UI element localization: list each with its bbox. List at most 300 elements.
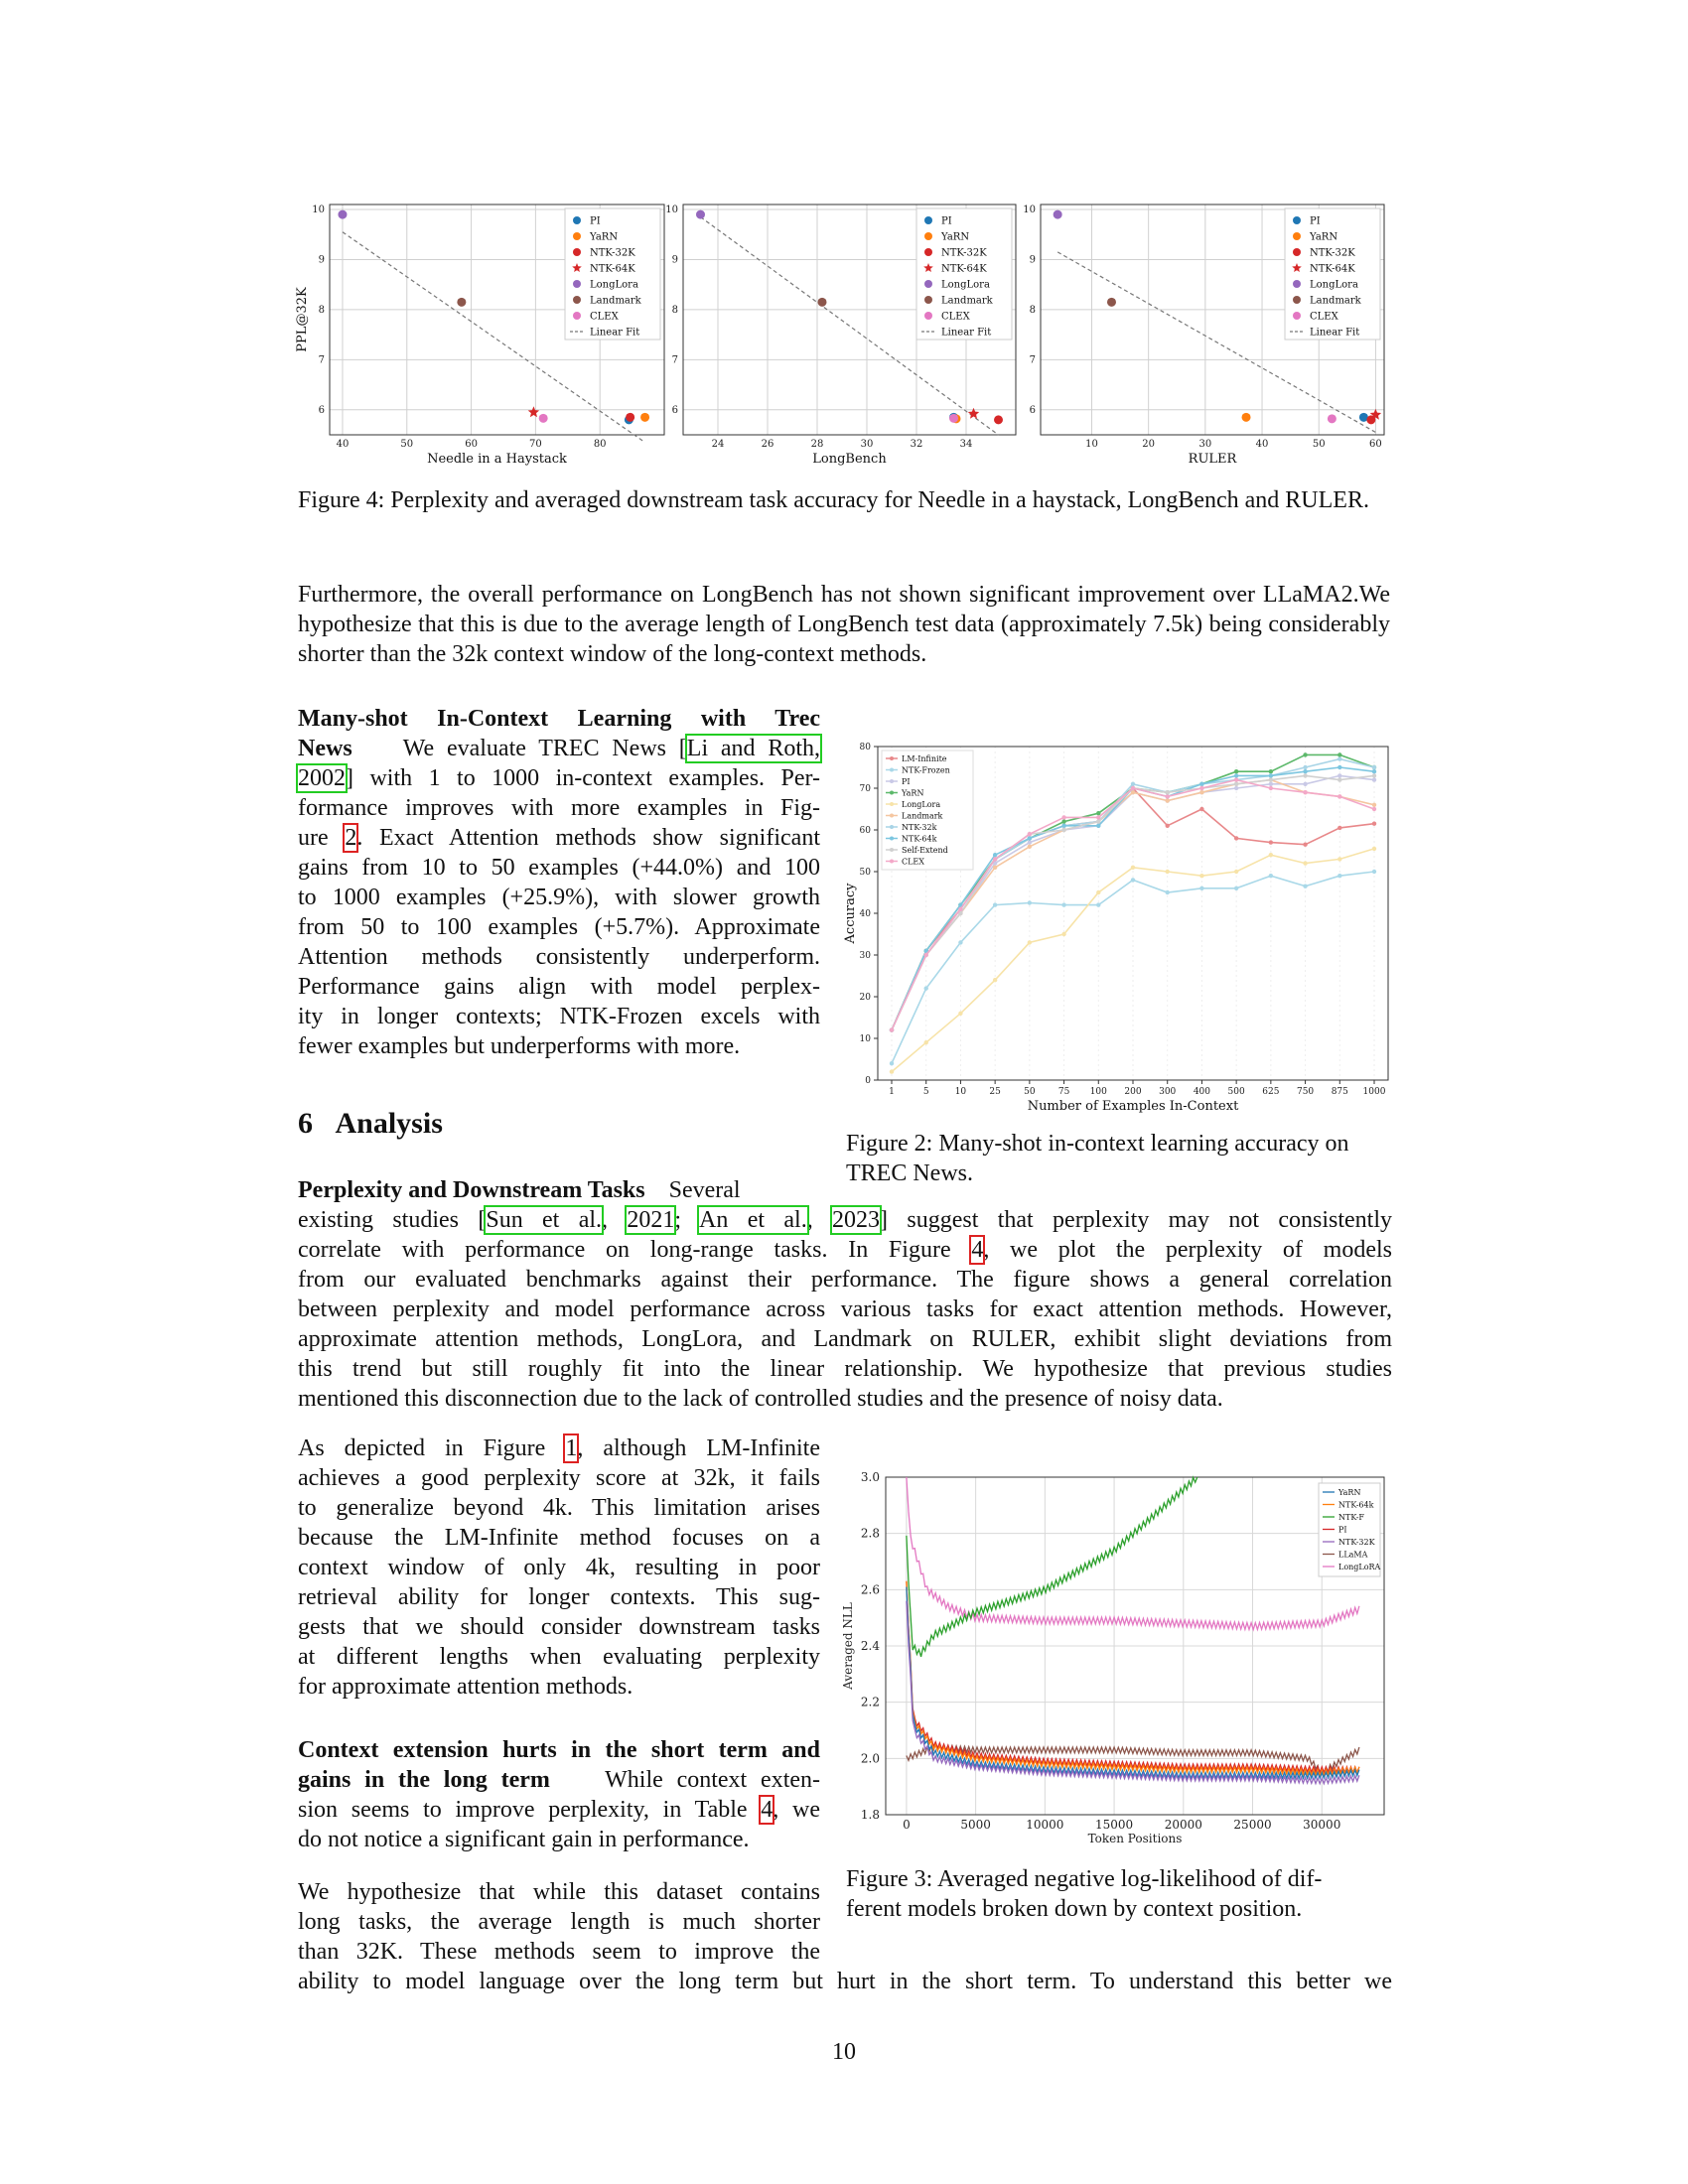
y-tick-label: 50: [859, 868, 871, 878]
legend-swatch: [573, 248, 581, 256]
x-tick-label: 50: [1312, 439, 1326, 450]
x-tick-label: 34: [959, 439, 973, 450]
y-tick-label: 80: [859, 743, 871, 752]
series-point: [1372, 773, 1376, 777]
legend-label: YaRN: [902, 788, 924, 798]
context-extension-paragraph: [298, 1735, 820, 1854]
data-point-landmark: [818, 298, 827, 307]
y-tick-label: 2.4: [860, 1639, 880, 1653]
legend-label: NTK-32K: [1310, 247, 1355, 259]
legend-swatch: [924, 232, 932, 240]
series-point: [924, 986, 928, 990]
legend-label: Linear Fit: [941, 327, 992, 339]
legend-label: PI: [941, 215, 952, 227]
legend-swatch-marker: [890, 837, 894, 841]
y-tick-label: 40: [859, 909, 871, 919]
series-point: [1372, 847, 1376, 851]
y-tick-label: 70: [859, 784, 871, 794]
data-point-yarn: [640, 413, 649, 422]
trec-paragraph: [298, 704, 820, 1061]
legend-swatch: [1293, 232, 1301, 240]
legend-label: NTK-32K: [590, 247, 635, 259]
trec-text: ] with 1 to 1000 in-context examples. Per-: [346, 765, 820, 791]
legend-label: CLEX: [902, 857, 924, 867]
legend-label: PI: [902, 777, 911, 786]
legend-swatch: [1293, 248, 1301, 256]
series-point: [1096, 824, 1100, 828]
lminf-line: gests that we should consider downstream tasks: [298, 1614, 820, 1640]
y-tick-label: 2.0: [860, 1751, 880, 1766]
hyp-line: We hypothesize that while this dataset contains: [298, 1879, 820, 1905]
series-point: [1372, 803, 1376, 807]
paragraph-longbench: Furthermore, the overall performance on LongBench has not shown significant improvement over LLaMA2.We hypothesize that this is due to the average length of LongBench test data (approximately 7.5k) being considerably shorter than the 32k context window of the long-context methods.: [298, 582, 1390, 667]
y-tick-label: 30: [859, 951, 871, 961]
x-tick-label: 20: [1142, 439, 1156, 450]
series-line-longlora: [907, 1477, 1359, 1630]
series-point: [1337, 857, 1341, 861]
figure-3: [840, 1469, 1396, 1846]
legend-swatch: [573, 216, 581, 224]
perp-line: mentioned this disconnection due to the lack of controlled studies and the presence of noisy data.: [298, 1386, 1223, 1412]
citation-an-year[interactable]: 2023: [832, 1207, 881, 1233]
legend-label: PI: [1310, 215, 1321, 227]
legend-label: NTK-Frozen: [902, 765, 950, 775]
series-point: [1199, 782, 1203, 786]
lm-infinite-paragraph: [298, 1433, 820, 1702]
y-tick-label: 8: [1029, 304, 1036, 316]
trec-text: We evaluate TREC News [: [402, 736, 687, 761]
y-tick-label: 2.8: [860, 1526, 880, 1541]
series-point: [1337, 826, 1341, 830]
hyp-line: long tasks, the average length is much shorter: [298, 1909, 820, 1935]
series-point: [1096, 815, 1100, 819]
trec-text: Performance gains align with model perplex-: [298, 974, 820, 1000]
legend-swatch: [924, 280, 932, 288]
series-point: [1372, 777, 1376, 781]
trec-text: gains from 10 to 50 examples (+44.0%) and 100: [298, 855, 820, 881]
legend-swatch: [1293, 296, 1301, 304]
section-heading: [298, 1107, 443, 1141]
legend-swatch: [573, 312, 581, 320]
series-line-ntk-f: [907, 1477, 1197, 1657]
series-point: [1199, 807, 1203, 811]
series-point: [1199, 786, 1203, 790]
perp-line: between perplexity and model performance across various tasks for exact attention methods. However,: [298, 1297, 1392, 1322]
perp-text: ] suggest that perplexity may not consistently: [880, 1207, 1393, 1233]
legend-label: PI: [590, 215, 601, 227]
x-tick-label: 32: [910, 439, 923, 450]
y-tick-label: 6: [671, 404, 678, 416]
x-tick-label: 100: [1089, 1087, 1107, 1097]
lminf-line: achieves a good perplexity score at 32k, it fails: [298, 1465, 820, 1491]
legend-swatch: [1293, 280, 1301, 288]
legend-swatch-marker: [890, 756, 894, 760]
legend-label: CLEX: [1310, 311, 1338, 323]
series-point: [1269, 840, 1273, 844]
legend-label: Linear Fit: [590, 327, 640, 339]
x-axis-label: Token Positions: [1087, 1832, 1183, 1845]
legend-label: LM-Infinite: [902, 754, 947, 763]
section-title: Analysis: [335, 1107, 443, 1140]
lminf-line: to generalize beyond 4k. This limitation arises: [298, 1495, 820, 1521]
y-tick-label: 9: [1029, 254, 1036, 266]
legend-swatch-marker: [890, 825, 894, 829]
x-tick-label: 25: [989, 1087, 1001, 1097]
x-tick-label: 75: [1057, 1087, 1070, 1097]
series-point: [924, 953, 928, 957]
y-tick-label: 10: [665, 205, 678, 216]
series-point: [1372, 822, 1376, 826]
series-point: [1372, 870, 1376, 874]
series-point: [1303, 769, 1307, 773]
citation-sun[interactable]: Sun et al.: [486, 1207, 603, 1233]
series-point: [1166, 790, 1170, 794]
legend-label: PI: [1338, 1525, 1347, 1535]
x-tick-label: 10000: [1026, 1818, 1064, 1832]
citation-sun-year[interactable]: 2021: [627, 1207, 675, 1233]
y-tick-label: 10: [1023, 205, 1036, 216]
y-tick-label: 8: [671, 304, 678, 316]
data-point-longlora: [1054, 210, 1062, 219]
x-tick-label: 30: [860, 439, 874, 450]
series-point: [1372, 765, 1376, 769]
x-tick-label: 50: [1024, 1087, 1036, 1097]
trec-text: fewer examples but underperforms with more.: [298, 1033, 741, 1059]
perplexity-heading: Perplexity and Downstream Tasks: [298, 1177, 645, 1203]
legend-label: Landmark: [1310, 295, 1361, 307]
x-tick-label: 875: [1331, 1087, 1348, 1097]
y-tick-label: 2.6: [860, 1582, 880, 1597]
series-point: [1199, 874, 1203, 878]
y-tick-label: 6: [1029, 404, 1036, 416]
legend-swatch-marker: [890, 814, 894, 818]
series-point: [1303, 752, 1307, 756]
series-point: [1337, 794, 1341, 798]
legend-swatch-marker: [890, 779, 894, 783]
y-tick-label: 8: [318, 304, 325, 316]
series-point: [1337, 874, 1341, 878]
series-point: [993, 978, 997, 982]
series-line-pi: [907, 1581, 1359, 1773]
legend-label: YaRN: [590, 231, 619, 243]
legend-label: Linear Fit: [1310, 327, 1360, 339]
series-point: [1199, 790, 1203, 794]
x-tick-label: 0: [903, 1818, 911, 1832]
x-tick-label: 5: [922, 1087, 929, 1097]
series-point: [1166, 794, 1170, 798]
series-point: [958, 940, 962, 944]
x-axis-label: Number of Examples In-Context: [1027, 1099, 1239, 1114]
figure-2-caption: Figure 2: Many-shot in-context learning accuracy on TREC News.: [846, 1131, 1349, 1186]
legend-label: LongLora: [941, 279, 990, 291]
series-point: [1028, 832, 1032, 836]
figure-1-reference[interactable]: 1: [565, 1435, 578, 1461]
series-point: [1131, 782, 1135, 786]
data-point-yarn: [1242, 413, 1251, 422]
trec-text: . Exact Attention methods show significant: [356, 825, 820, 851]
ctx-heading-2: gains in the long term: [298, 1767, 550, 1793]
perp-text: Several: [668, 1177, 741, 1203]
section-number: 6: [298, 1107, 313, 1140]
x-tick-label: 25000: [1233, 1818, 1272, 1832]
y-tick-label: 3.0: [860, 1470, 880, 1484]
lminf-line: at different lengths when evaluating perplexity: [298, 1644, 820, 1670]
lminf-line: retrieval ability for longer contexts. This sug-: [298, 1584, 820, 1610]
legend-label: NTK-64K: [590, 263, 635, 275]
series-point: [1303, 790, 1307, 794]
figure-2: [840, 737, 1396, 1116]
x-tick-label: 28: [810, 439, 824, 450]
series-point: [1166, 798, 1170, 802]
x-tick-label: 60: [465, 439, 478, 450]
series-point: [1303, 885, 1307, 888]
legend-label: NTK-64k: [902, 834, 937, 844]
series-point: [1337, 777, 1341, 781]
series-point: [1166, 870, 1170, 874]
data-point-ntk-32k: [626, 413, 634, 422]
series-point: [1028, 840, 1032, 844]
y-tick-label: 1.8: [860, 1808, 880, 1822]
lminf-text: , although LM-Infinite: [577, 1435, 821, 1461]
legend-label: Landmark: [590, 295, 641, 307]
series-point: [1303, 861, 1307, 865]
x-tick-label: 10: [1085, 439, 1098, 450]
legend-label: YaRN: [1310, 231, 1338, 243]
series-point: [993, 902, 997, 906]
legend-label: CLEX: [941, 311, 970, 323]
figure-3-caption: [846, 1864, 1394, 1924]
x-axis-label: RULER: [1188, 452, 1237, 467]
series-point: [1269, 773, 1273, 777]
series-point: [1234, 769, 1238, 773]
series-point: [1061, 902, 1065, 906]
x-tick-label: 30: [1198, 439, 1212, 450]
trec-text: to 1000 examples (+25.9%), with slower growth: [298, 885, 820, 910]
series-point: [958, 1012, 962, 1016]
data-point-clex: [539, 414, 548, 423]
legend-label: YaRN: [941, 231, 970, 243]
ctx-text: While context exten-: [605, 1767, 821, 1793]
series-point: [1234, 870, 1238, 874]
legend-swatch: [1293, 312, 1301, 320]
x-tick-label: 400: [1193, 1087, 1211, 1097]
y-tick-label: 7: [318, 354, 325, 366]
x-tick-label: 15000: [1094, 1818, 1134, 1832]
y-axis-label: Averaged NLL: [841, 1602, 855, 1690]
legend-label: Landmark: [941, 295, 993, 307]
series-point: [1269, 853, 1273, 857]
data-point-clex: [1328, 414, 1336, 423]
legend-swatch-marker: [890, 791, 894, 795]
data-point-ntk-32k: [994, 415, 1003, 424]
legend-swatch: [1293, 216, 1301, 224]
series-point: [1234, 836, 1238, 840]
series-point: [1269, 769, 1273, 773]
series-point: [1028, 845, 1032, 849]
legend-label: LongLora: [1310, 279, 1358, 291]
series-point: [1131, 786, 1135, 790]
series-point: [1061, 824, 1065, 828]
series-point: [1028, 836, 1032, 840]
x-tick-label: 40: [1255, 439, 1269, 450]
series-point: [1061, 828, 1065, 832]
lminf-text: As depicted in Figure: [298, 1435, 566, 1461]
x-tick-label: 60: [1369, 439, 1382, 450]
legend-label: NTK-64K: [1310, 263, 1355, 275]
series-point: [1303, 843, 1307, 847]
series-point: [1061, 815, 1065, 819]
series-point: [1234, 777, 1238, 781]
legend-label: CLEX: [590, 311, 619, 323]
legend-swatch-marker: [890, 848, 894, 852]
figure-4: [294, 197, 1400, 467]
perp-line: from our evaluated benchmarks against their performance. The figure shows a general correlation: [298, 1267, 1392, 1293]
table-4-reference[interactable]: 4: [761, 1797, 774, 1823]
x-tick-label: 200: [1124, 1087, 1142, 1097]
legend-label: LongLora: [902, 800, 941, 809]
lminf-line: because the LM-Infinite method focuses on a: [298, 1525, 820, 1551]
trec-text: Attention methods consistently underperform.: [298, 944, 820, 970]
data-point-ntk-64k: [528, 406, 539, 417]
x-tick-label: 5000: [960, 1818, 991, 1832]
series-point: [1269, 782, 1273, 786]
perp-text: , we plot the perplexity of models: [983, 1237, 1392, 1263]
data-point-landmark: [1107, 298, 1116, 307]
ctx-text: , we: [773, 1797, 821, 1823]
x-tick-label: 30000: [1303, 1818, 1341, 1832]
legend-swatch: [924, 216, 932, 224]
legend-swatch-marker: [890, 768, 894, 772]
y-tick-label: 60: [859, 826, 871, 836]
series-point: [1337, 752, 1341, 756]
series-point: [993, 866, 997, 870]
series-point: [1337, 765, 1341, 769]
figure-3-caption-line: ferent models broken down by context position.: [846, 1896, 1303, 1922]
series-point: [1096, 890, 1100, 894]
series-point: [1096, 811, 1100, 815]
series-point: [1234, 887, 1238, 890]
y-tick-label: 0: [865, 1076, 871, 1086]
figure-4-reference[interactable]: 4: [971, 1237, 984, 1263]
x-tick-label: 40: [336, 439, 350, 450]
x-tick-label: 625: [1262, 1087, 1280, 1097]
series-point: [1166, 824, 1170, 828]
y-axis-label: PPL@32K: [295, 287, 310, 352]
x-tick-label: 10: [954, 1087, 967, 1097]
series-point: [890, 1069, 894, 1073]
figure-3-caption-line: Figure 3: Averaged negative log-likelihood of dif-: [846, 1866, 1323, 1892]
x-tick-label: 80: [593, 439, 607, 450]
y-axis-label: Accuracy: [843, 883, 858, 944]
series-point: [1269, 786, 1273, 790]
series-point: [1166, 890, 1170, 894]
series-point: [1337, 773, 1341, 777]
legend-swatch: [573, 232, 581, 240]
series-point: [1061, 819, 1065, 823]
x-tick-label: 1000: [1362, 1087, 1386, 1097]
y-tick-label: 9: [318, 254, 325, 266]
series-point: [1303, 782, 1307, 786]
series-point: [958, 907, 962, 911]
legend-swatch: [924, 248, 932, 256]
series-point: [1131, 878, 1135, 882]
series-point: [890, 1061, 894, 1065]
perp-line: this trend but still roughly fit into the linear relationship. We hypothesize that previous studies: [298, 1356, 1392, 1382]
perp-text: correlate with performance on long-range tasks. In Figure: [298, 1237, 972, 1263]
y-tick-label: 10: [859, 1034, 871, 1044]
y-tick-label: 20: [859, 993, 871, 1003]
series-line-ntk-64k: [907, 1581, 1359, 1775]
series-point: [1061, 932, 1065, 936]
legend-label: NTK-32K: [941, 247, 987, 259]
legend-swatch-marker: [890, 860, 894, 864]
x-tick-label: 1: [889, 1087, 895, 1097]
series-point: [1234, 786, 1238, 790]
legend-swatch: [924, 312, 932, 320]
series-point: [1131, 866, 1135, 870]
citation-li-roth-year[interactable]: 2002: [298, 765, 346, 791]
series-point: [924, 1040, 928, 1044]
ctx-text: sion seems to improve perplexity, in Table: [298, 1797, 762, 1823]
perp-text: existing studies [: [298, 1207, 487, 1233]
legend-swatch: [924, 296, 932, 304]
data-point-longlora: [696, 210, 705, 219]
legend-label: Landmark: [902, 811, 943, 821]
x-tick-label: 20000: [1164, 1818, 1202, 1832]
series-point: [1337, 756, 1341, 760]
legend-label: NTK-32k: [902, 823, 937, 832]
series-point: [1372, 769, 1376, 773]
y-tick-label: 6: [318, 404, 325, 416]
trec-text: from 50 to 100 examples (+5.7%). Approximate: [298, 914, 820, 940]
series-point: [1096, 819, 1100, 823]
x-tick-label: 26: [761, 439, 774, 450]
page-number: 10: [832, 2039, 856, 2065]
series-point: [1028, 900, 1032, 904]
series-point: [1234, 773, 1238, 777]
figure-2-reference[interactable]: 2: [345, 825, 357, 851]
legend-label: LongLora: [590, 279, 638, 291]
series-point: [1269, 777, 1273, 781]
citation-li-roth[interactable]: Li and Roth,: [686, 736, 820, 761]
legend-swatch: [573, 296, 581, 304]
legend-label: Self-Extend: [902, 846, 948, 855]
series-point: [1028, 940, 1032, 944]
x-axis-label: Needle in a Haystack: [427, 452, 567, 467]
trec-heading-line1: Many-shot In-Context Learning with Trec: [298, 706, 820, 732]
trec-text: ure: [298, 825, 346, 851]
series-point: [1372, 807, 1376, 811]
legend-label: NTK-64K: [941, 263, 987, 275]
hyp-line: ability to model language over the long term but hurt in the short term. To understand this better we: [298, 1969, 1392, 1994]
y-tick-label: 10: [312, 205, 325, 216]
x-axis-label: LongBench: [812, 452, 887, 467]
lminf-line: for approximate attention methods.: [298, 1674, 633, 1700]
series-point: [1199, 887, 1203, 890]
series-point: [1303, 773, 1307, 777]
series-point: [993, 857, 997, 861]
y-tick-label: 7: [1029, 354, 1036, 366]
hyp-line: than 32K. These methods seem to improve the: [298, 1939, 820, 1965]
trec-text: formance improves with more examples in Fig-: [298, 795, 820, 821]
citation-an[interactable]: An et al.: [699, 1207, 807, 1233]
legend-swatch-marker: [890, 802, 894, 806]
perplexity-paragraph: Perplexity and Downstream Tasks Several existing studies [Sun et al., 2021; An et al., 2023] suggest that perplexity may not consistently correlate with performance on long-range tasks. In Figure 4, we plot the perplexity of models from our evaluated benchmarks against their performance. The figure shows a general correlation between perplexity and model performance across various tasks for exact attention methods. However, approximate attention methods, LongLora, and Landmark on RULER, exhibit slight deviations from this trend but still roughly fit into the linear relationship. We hypothesize that previous studies mentioned this disconnection due to the lack of controlled studies and the presence of noisy data.: [298, 1177, 1393, 1412]
x-tick-label: 24: [711, 439, 725, 450]
figure-4-caption: Figure 4: Perplexity and averaged downstream task accuracy for Needle in a haystack, LongBench and RULER.: [298, 487, 1369, 513]
data-point-landmark: [457, 298, 466, 307]
x-tick-label: 70: [529, 439, 542, 450]
